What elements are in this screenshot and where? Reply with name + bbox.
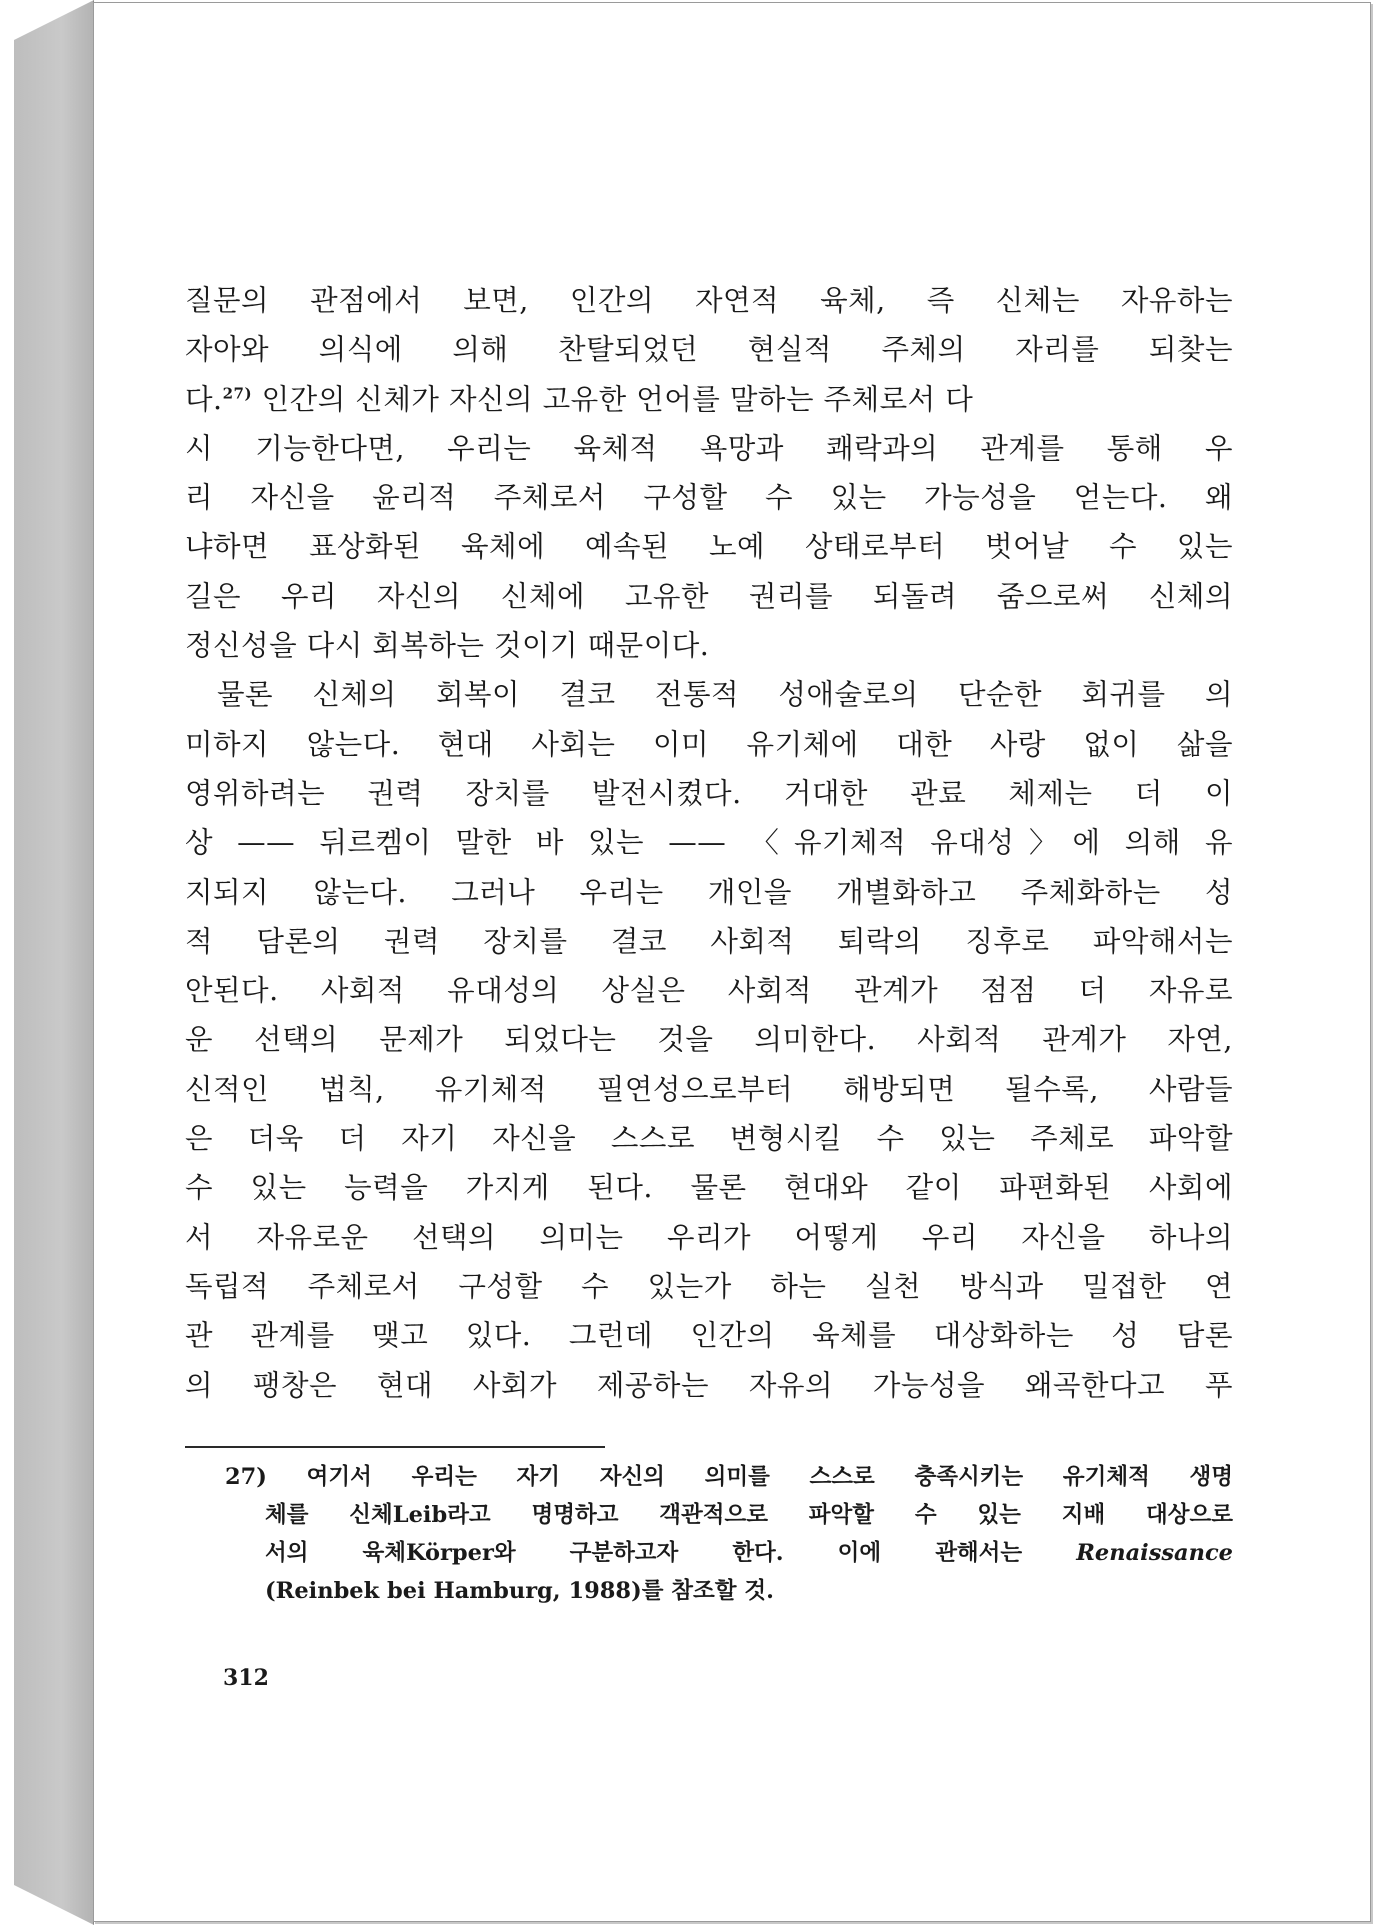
text-line: 미하지 않는다. 현대 사회는 이미 유기체에 대한 사랑 없이 삶을: [185, 727, 1233, 761]
text-line: 독립적 주체로서 구성할 수 있는가 하는 실천 방식과 밀접한 연: [185, 1269, 1233, 1303]
text-line: 은 더욱 더 자기 자신을 스스로 변형시킬 수 있는 주체로 파악할: [185, 1122, 1233, 1156]
text-line: 시 기능한다면, 우리는 육체적 욕망과 쾌락과의 관계를 통해 우: [185, 431, 1233, 465]
footnote-line: 27) 여기서 우리는 자기 자신의 의미를 스스로 충족시키는 유기체적 생명: [225, 1464, 1233, 1490]
body-text: [185, 276, 1233, 1410]
footnote-fragment: 서의 육체Körper와 구분하고자 한다. 이에 관해서는: [265, 1540, 1023, 1566]
text-line: 질문의 관점에서 보면, 인간의 자연적 육체, 즉 신체는 자유하는: [185, 284, 1233, 317]
text-line: 자아와 의식에 의해 찬탈되었던 현실적 주체의 자리를 되찾는: [185, 333, 1233, 367]
text-line: 지되지 않는다. 그러나 우리는 개인을 개별화하고 주체화하는 성: [185, 875, 1233, 909]
text-line: 물론 신체의 회복이 결코 전통적 성애술로의 단순한 회귀를 의: [217, 678, 1233, 712]
book-spine: [14, 0, 94, 1925]
text-line: 서 자유로운 선택의 의미는 우리가 어떻게 우리 자신을 하나의: [185, 1220, 1233, 1254]
text-fragment: 다.: [185, 382, 223, 416]
text-line: 안된다. 사회적 유대성의 상실은 사회적 관계가 점점 더 자유로: [185, 974, 1233, 1008]
text-line: 길은 우리 자신의 신체에 고유한 권리를 되돌려 줌으로써 신체의: [185, 579, 1233, 613]
footnote-line: 체를 신체Leib라고 명명하고 객관적으로 파악할 수 있는 지배 대상으로: [265, 1502, 1233, 1528]
text-line: 상 —— 뒤르켐이 말한 바 있는 —— 〈유기체적 유대성〉에 의해 유: [185, 826, 1233, 860]
footnote-line: [185, 1534, 1233, 1572]
footnote-divider: [185, 1446, 605, 1448]
text-line: 의 팽창은 현대 사회가 제공하는 자유의 가능성을 왜곡한다고 푸: [185, 1368, 1233, 1402]
text-line: 신적인 법칙, 유기체적 필연성으로부터 해방되면 될수록, 사람들: [185, 1072, 1233, 1106]
text-line: 영위하려는 권력 장치를 발전시켰다. 거대한 관료 체제는 더 이: [185, 776, 1233, 810]
text-line: 냐하면 표상화된 육체에 예속된 노예 상태로부터 벗어날 수 있는: [185, 530, 1233, 564]
text-line: 관 관계를 맺고 있다. 그런데 인간의 육체를 대상화하는 성 담론: [185, 1319, 1233, 1353]
text-line: 정신성을 다시 회복하는 것이기 때문이다.: [185, 629, 710, 663]
footnote-reference: 27): [222, 384, 253, 403]
text-line: 운 선택의 문제가 되었다는 것을 의미한다. 사회적 관계가 자연,: [185, 1023, 1233, 1057]
text-line: 리 자신을 윤리적 주체로서 구성할 수 있는 가능성을 얻는다. 왜: [185, 481, 1233, 515]
footnote-italic-title: Renaissance: [1076, 1540, 1233, 1566]
page-number: 312: [223, 1665, 269, 1691]
text-line: [185, 375, 1233, 424]
footnote: [185, 1458, 1233, 1610]
footnote-line: (Reinbek bei Hamburg, 1988)를 참조할 것.: [265, 1578, 774, 1604]
text-line: 적 담론의 권력 장치를 결코 사회적 퇴락의 징후로 파악해서는: [185, 924, 1233, 958]
text-fragment: 인간의 신체가 자신의 고유한 언어를 말하는 주체로서 다: [252, 382, 974, 416]
text-line: 수 있는 능력을 가지게 된다. 물론 현대와 같이 파편화된 사회에: [185, 1171, 1233, 1205]
